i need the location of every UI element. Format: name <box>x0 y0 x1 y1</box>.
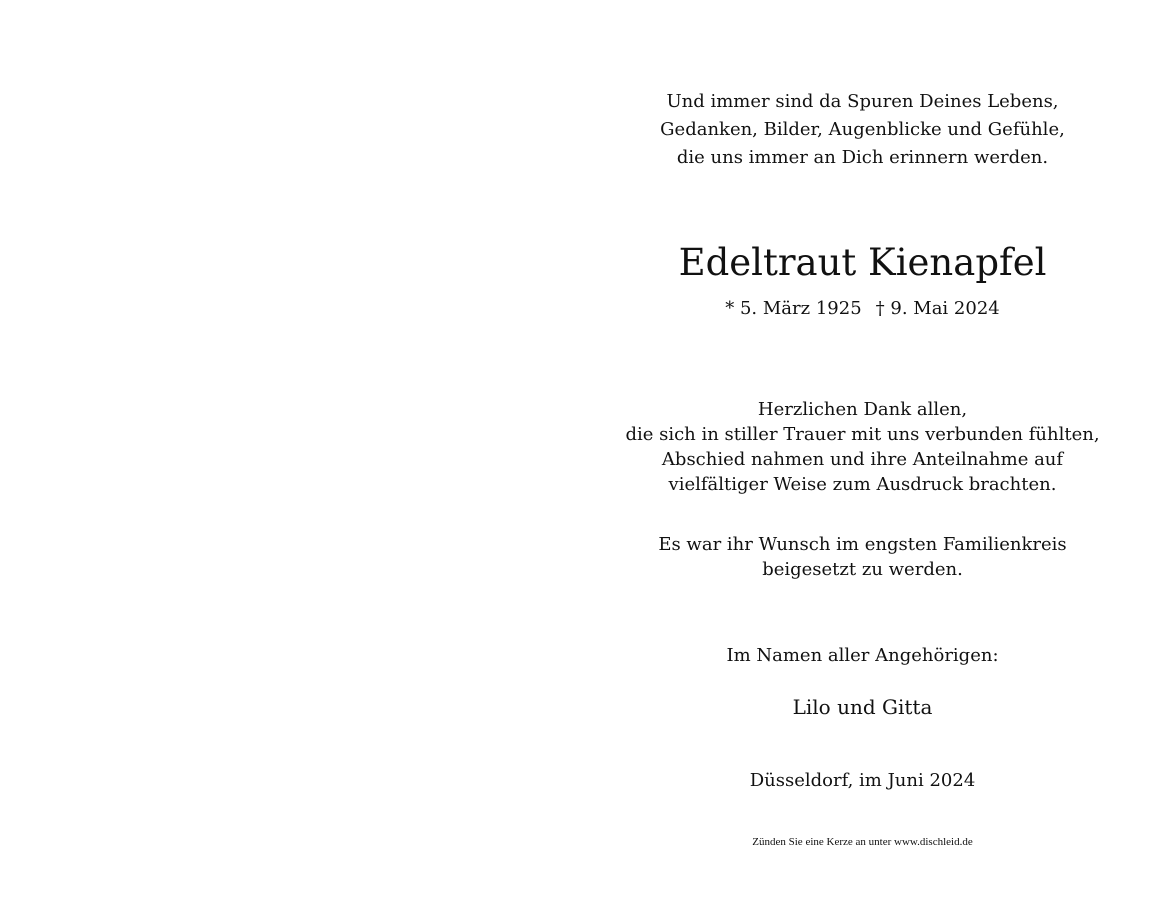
thanks-line: Abschied nahmen und ihre Anteilnahme auf <box>661 449 1064 470</box>
poem-line: die uns immer an Dich erinnern werden. <box>676 147 1049 168</box>
deceased-name: Edeltraut Kienapfel <box>678 241 1047 284</box>
candle-website-note: Zünden Sie eine Kerze an unter www.dischleid.de <box>752 836 973 848</box>
thank-you-text <box>575 397 1150 497</box>
poem-line: Gedanken, Bilder, Augenblicke und Gefühle, <box>660 119 1065 140</box>
death-date: † 9. Mai 2024 <box>875 298 1000 319</box>
wish-line: Es war ihr Wunsch im engsten Familienkreis <box>658 534 1067 555</box>
card-inner-right-page <box>575 0 1150 900</box>
place-and-date: Düsseldorf, im Juni 2024 <box>749 770 976 791</box>
burial-wish-text <box>575 532 1150 582</box>
thanks-line: Herzlichen Dank allen, <box>757 399 968 420</box>
life-dates <box>575 296 1150 322</box>
wish-line: beigesetzt zu werden. <box>762 559 963 580</box>
on-behalf-intro: Im Namen aller Angehörigen: <box>726 645 999 666</box>
thanks-line: vielfältiger Weise zum Ausdruck brachten. <box>668 474 1057 495</box>
poem-line: Und immer sind da Spuren Deines Lebens, <box>666 91 1059 112</box>
thanks-line: die sich in stiller Trauer mit uns verbunden fühlten, <box>625 424 1100 445</box>
signers-names: Lilo und Gitta <box>792 695 933 719</box>
birth-date: * 5. März 1925 <box>725 298 862 319</box>
memorial-poem <box>575 88 1150 172</box>
